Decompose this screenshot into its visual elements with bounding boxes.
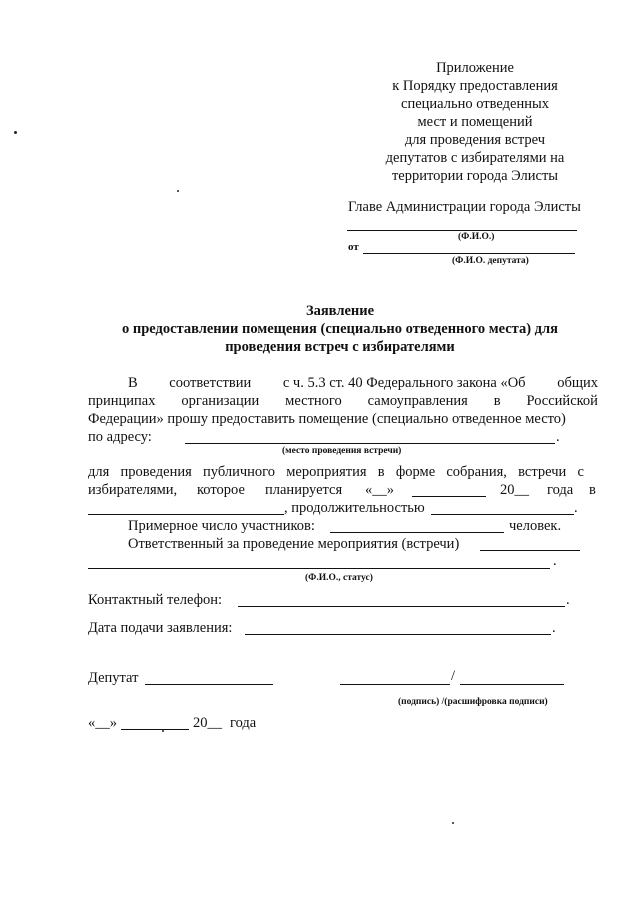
responsible-caption: (Ф.И.О., статус) — [305, 573, 373, 583]
deputy-fio-line[interactable] — [363, 253, 575, 254]
p1-line2 — [88, 393, 598, 410]
address-field-line[interactable] — [185, 443, 555, 444]
p2-line1 — [88, 464, 584, 481]
phone-field-line[interactable] — [238, 606, 565, 607]
addressee-fio-caption: (Ф.И.О.) — [458, 232, 495, 242]
text: для — [88, 464, 110, 480]
deputy-field-line[interactable] — [145, 684, 273, 685]
submit-date-end: . — [552, 620, 556, 636]
p2-text: в — [589, 482, 596, 498]
text: в — [377, 464, 385, 480]
text: соответствии — [169, 375, 252, 391]
deputy-fio-caption: (Ф.И.О. депутата) — [452, 256, 529, 266]
p2-text: планируется — [265, 482, 343, 498]
addressee-to: Главе Администрации города Элисты — [348, 199, 581, 215]
duration-end: . — [574, 500, 578, 516]
p2-text: года — [547, 482, 574, 498]
text: с ч. 5.3 ст. 40 Федерального закона «Об — [282, 375, 526, 391]
p2-text: избирателями, — [88, 482, 178, 498]
doc-title: Заявление — [305, 303, 375, 319]
year-field[interactable]: 20__ — [500, 482, 529, 498]
scan-speck — [162, 730, 164, 732]
text: принципах — [88, 393, 156, 409]
signature-field-line[interactable] — [340, 684, 450, 685]
day-field[interactable]: «__» — [365, 482, 394, 498]
submit-date-label: Дата подачи заявления: — [88, 620, 233, 636]
deputy-label: Депутат — [88, 670, 139, 686]
responsible-end: . — [553, 553, 557, 569]
text: публичного — [203, 464, 275, 480]
scan-speck — [14, 131, 17, 134]
signature-decode-field-line[interactable] — [460, 684, 564, 685]
responsible-label: Ответственный за проведение мероприятия (встречи) — [128, 536, 460, 552]
p1-line3: Федерации» прошу предоставить помещение (специально отведенное место) — [88, 411, 566, 427]
appendix-line: Приложение — [436, 60, 514, 76]
scan-speck — [177, 190, 179, 192]
participants-label: Примерное число участников: — [128, 518, 315, 534]
text: в — [493, 393, 501, 409]
participants-unit: человек. — [509, 518, 562, 534]
text: общих — [557, 375, 598, 391]
time-field-line[interactable] — [88, 514, 284, 515]
responsible-field-line-1[interactable] — [480, 550, 580, 551]
text: Российской — [526, 393, 598, 409]
sign-date-word: года — [230, 715, 257, 731]
sign-date-month-line[interactable] — [121, 729, 189, 730]
text: мероприятия — [286, 464, 367, 480]
text: проведения — [120, 464, 192, 480]
appendix-block — [360, 59, 590, 185]
scan-speck — [452, 822, 454, 824]
appendix-line: специально отведенных — [401, 96, 549, 112]
phone-label: Контактный телефон: — [88, 592, 223, 608]
text: В — [128, 375, 138, 391]
month-field-line[interactable] — [412, 496, 486, 497]
addressee-fio-line[interactable] — [347, 230, 577, 231]
appendix-line: депутатов с избирателями на — [385, 150, 565, 166]
address-label: по адресу: — [88, 429, 152, 445]
signature-caption: (подпись) /(расшифровка подписи) — [398, 697, 548, 707]
from-label: от — [348, 241, 359, 253]
appendix-line: к Порядку предоставления — [392, 78, 558, 94]
text: самоуправления — [367, 393, 468, 409]
place-caption: (место проведения встречи) — [282, 446, 402, 456]
doc-subtitle-1: о предоставлении помещения (специально отведенного места) для — [121, 321, 558, 337]
sign-date-day[interactable]: «__» — [88, 715, 117, 731]
text: форме — [395, 464, 436, 480]
text: организации — [181, 393, 260, 409]
phone-end: . — [566, 592, 570, 608]
appendix-line: мест и помещений — [417, 114, 533, 130]
signature-slash: / — [451, 668, 456, 684]
appendix-line: для проведения встреч — [404, 132, 546, 148]
text: местного — [285, 393, 342, 409]
responsible-field-line-2[interactable] — [88, 568, 550, 569]
p2-text: которое — [197, 482, 245, 498]
doc-subtitle-2: проведения встреч с избирателями — [225, 339, 455, 355]
address-end: . — [556, 429, 560, 445]
text: собрания, — [446, 464, 507, 480]
text: встречи — [518, 464, 567, 480]
duration-field-line[interactable] — [431, 514, 574, 515]
appendix-line: территории города Элисты — [391, 168, 559, 184]
duration-label: , продолжительностью — [284, 500, 425, 516]
text: с — [577, 464, 584, 480]
submit-date-field-line[interactable] — [245, 634, 551, 635]
participants-field-line[interactable] — [330, 532, 504, 533]
sign-date-year[interactable]: 20__ — [193, 715, 222, 731]
p1-line1 — [128, 375, 598, 392]
